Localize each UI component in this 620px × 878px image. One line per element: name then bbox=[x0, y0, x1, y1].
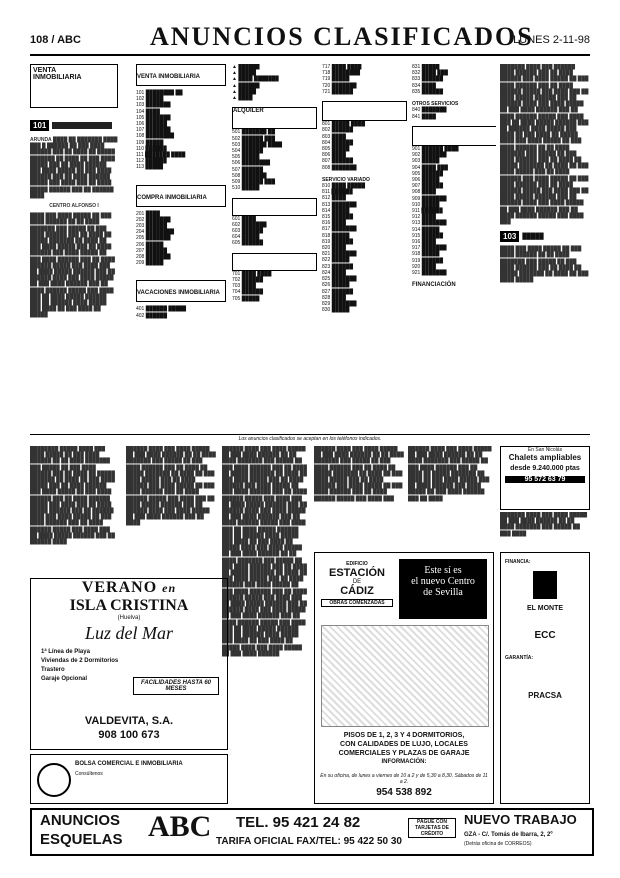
footer-abc-logo: ABC bbox=[148, 810, 212, 843]
otros-servicios-heading: OTROS SERVICIOS bbox=[412, 101, 459, 108]
section-title-venta: VENTA INMOBILIARIA bbox=[33, 67, 82, 81]
compra-index-box: COMPRA INMOBILIARIA bbox=[136, 185, 226, 207]
page-number: 108 / ABC bbox=[30, 34, 81, 46]
sponsors-panel bbox=[500, 552, 590, 804]
page-date: LUNES 2-11-98 bbox=[513, 34, 590, 46]
estacion-body: PISOS DE 1, 2, 3 Y 4 DORMITORIOS, CON CALIDADES DE LUJO, LOCALES COMERCIALES Y PLAZAS DE GARAJE INFORMACIÓN: bbox=[338, 732, 470, 765]
index-list: 101 ████████ ██ 102 █████ 103 ███████ 104 ████ 105 ███████ 106 ██████ 107 ███████ 108 ████████ 109 █████ 110 ██████ 111 ███████ ████ 112 ██████ 113 █████ bbox=[136, 90, 186, 171]
servicio-variado-heading: SERVICIO VARIADO bbox=[322, 176, 370, 183]
footer-ad bbox=[30, 808, 594, 856]
estacion-phone: 954 538 892 bbox=[376, 787, 432, 798]
classified-heading: ARUNDA bbox=[30, 137, 52, 143]
classified-index: VENTA INMOBILIARIA 101 ████████ ██ 102 █████ 103 ███████ 104 ████ 105 ███████ 106 ██████ 107 ███████ 108 ████████ 109 █████ 110 ██████ 111 ███████ ████ 112 ██████ 113 █████ COMPRA INMOBILIARIA 201 ████ 202 ███████ 203 ██████ 204 ████████ 205 ███████ 206 █████ 207 ██████ 208 ███████ 209 █████ VACACIONES INMOBILIARIA 401 ██████ █████ 402 ██████ ▲ ██████ ▲ █████ ▲ ████ ███████ ▲ ██████ ▲ █████ ▲ ████ ALQUILER 501 ███████ ██ 502 ██████ ███ 503 ███████ ████ 504 ██████ 505 █████ 506 ████████ 507 ██████ 508 ███████ 509 ██████ ███ 510 █████ 601 ████ 602 ███████ 603 ██████ 604 █████ 605 ██████ 701 ████ ████ 702 ██████ 703 ████ 704 ██████ 705 █████ 717 ████ ████ 718 ████████ 719 █████ 720 ███████ 721 ██████ 801 █████ ████ 802 ██████ 803 ████ 804 ██████ 805 █████ 806 ████ 807 ██████ 808 ███████ SERVICIO VARIADO 810 ████ █████ 811 ██████ 812 ████ 813 ███████ 814 █████ 815 ██████ 816 ████ 817 ███████ 818 █████ 819 ██████ 820 ████ 821 ███████ 822 █████ 823 ██████ 824 ████ 825 ███████ 826 █████ 827 ██████ 828 ████ 829 ███████ 830 █████ 831 █████ 832 ████ ███ 833 ██████ 834 ████ 835 ██████ OTROS SERVICIOS 840 ███████ 841 ████ 901 ██████ ████ 902 ███████ 903 █████ 904 ████ ███ 905 ██████ 906 █████ 907 ██████ 908 ████ 909 ███████ 910 █████ 911 ██████ 912 ████ 913 ███████ 914 █████ 915 ██████ 916 ████ 917 ███████ 918 █████ 919 ██████ 920 ████ 921 ███████ FINANCIACIÓN bbox=[136, 64, 496, 434]
verano-brand: Luz del Mar bbox=[84, 623, 173, 643]
sponsor-label-financia: FINANCIA: bbox=[505, 559, 531, 565]
footer-fax: TARIFA OFICIAL FAX/TEL: 95 422 50 30 bbox=[216, 836, 402, 847]
classified-notice: Los anuncios clasificados se aceptan en los teléfonos indicados. bbox=[238, 436, 382, 442]
column-right: ███████ ████ ███ ██████ ████ ██████ ███ ██ ████ ██████ ███ ████ █████ ██ ███ ████ ██████ ███ ██ ████ ██████ █████ ███ ████ ███ ██ ████ █████ ██████ ███ ██ ██████ ████ ███ ████ █████ ██ ███ ████ ██████ ███ ██ ████ ██████ █████ ███ ████ ███ ██ ████ █████ ██████ ███ ██ ██████ ████ █████ ███ ████ ██ ███ ████ ██ █████ ████ ███ ████ █████ ██ ███ ████ ██████ ██ ██ ████ ███████ ███ █████ ██ ███ ████ ██████ ███ ██ ████ ██ █████ ███████ ██ ████ ██ ███ ████ █████ ███ ██ ████ ██████ ███ ████ █████ ██ ███ ████ ██████ ███ ██ ████ ██████ █████ ███ ████ ███ ██ ████ █████ ██████ ███ ██ ██████ ████ ███ ████ █████ ██ ███ ████ ██████ ███ ██ ████ ██████ █████ ███ ████ ███ 103 █████ ████ ███ ████ █████ ██ ███ ████ ██████ ██ ██ ████ ███████ ███ █████ ██ ███ ████ ██████ ███ ██ ████ ██ █████ ███████ ██ ████ ██ ███ ████ █████ bbox=[500, 64, 589, 284]
verano-ad: VERANO en ISLA CRISTINA (Huelva) Luz del Mar 1ª Línea de Playa Viviendas de 2 Dormitorios Trastero Garaje Opcional FACILIDADES HASTA 60 MESES VALDEVITA, S.A. 908 100 673 bbox=[30, 578, 228, 750]
estacion-ad bbox=[314, 552, 494, 804]
estacion-hours: En su oficina, de lunes a viernes de 10 a 2 y de 5,30 a 8,30. Sábados de 11 a 2. bbox=[320, 773, 488, 785]
column-lower-left: ████████ █████ ████ ███ ████ █████ ██ ███ ████ ██████ ██ ██ ████ ███████ ███ █████ ██ ███ ████ ██████ ███ ██ ████ ██ █████ ███████ ██ ████ ██ ███ ████ █████ ███ ██ ████ ██████ ███ ████ █████ ██ ███ ████ ██████ ███ ██ ████ ██████ █████ ███ ████ ███ ██ ████ █████ ██████ ███ ██ ██████ ████ ███ ████ █████ ██ ███ ████ ██████ ███ ██ ████ ██████ █████ ███ ████ ███ ██ ████ █████ ██████ ███ ██ ██████ ████ bbox=[30, 446, 115, 546]
sponsor-label-garantia: GARANTÍA: bbox=[505, 655, 534, 661]
bolsa-title: BOLSA COMERCIAL E INMOBILIARIA bbox=[75, 761, 183, 767]
venta-index-box: VENTA INMOBILIARIA bbox=[136, 64, 226, 86]
section-number-101: 101 bbox=[30, 120, 49, 131]
footer-tel: TEL. 95 421 24 82 bbox=[236, 814, 361, 831]
sponsor-el-monte: EL MONTE bbox=[526, 605, 564, 612]
page-title: ANUNCIOS CLASIFICADOS bbox=[150, 22, 534, 51]
sponsor-ecc: ECC bbox=[534, 630, 556, 641]
footer-anuncios: ANUNCIOS bbox=[40, 812, 121, 829]
alquiler-index-box: ALQUILER bbox=[232, 107, 317, 129]
section-number-103: 103 bbox=[500, 231, 519, 242]
footer-address: GZA - C/. Tomás de Ibarra, 2, 2º bbox=[464, 832, 553, 838]
bolsa-logo-icon bbox=[37, 763, 71, 797]
page-header bbox=[30, 22, 590, 56]
chalets-title: Chalets ampliables bbox=[508, 453, 582, 462]
verano-province: (Huelva) bbox=[117, 615, 141, 621]
bolsa-subtitle: Consúltenos bbox=[75, 771, 103, 777]
estacion-headline: Este sí es el nuevo Centro de Sevilla bbox=[399, 559, 487, 619]
chalets-kicker: En San Nicolás bbox=[527, 447, 563, 453]
sponsor-pracsa: PRACSA bbox=[528, 691, 562, 700]
footer-address-note: (Detrás oficina de CORREOS) bbox=[464, 841, 532, 847]
verano-company: VALDEVITA, S.A. bbox=[84, 715, 174, 727]
verano-title: VERANO bbox=[81, 579, 158, 596]
building-illustration bbox=[321, 625, 489, 727]
verano-facilities: FACILIDADES HASTA 60 MESES bbox=[133, 677, 219, 695]
verano-phone: 908 100 673 bbox=[98, 729, 160, 741]
financiacion-heading: FINANCIACIÓN bbox=[412, 282, 456, 289]
bolsa-ad bbox=[30, 754, 228, 804]
chalets-ad bbox=[500, 446, 590, 510]
venta-logo bbox=[30, 64, 118, 108]
verano-place: ISLA CRISTINA bbox=[69, 597, 189, 614]
section-label-bar bbox=[52, 122, 112, 129]
verano-features: 1ª Línea de Playa Viviendas de 2 Dormitorios Trastero Garaje Opcional bbox=[41, 649, 119, 682]
sponsor-logo-icon bbox=[533, 571, 557, 599]
chalets-price: desde 9.240.000 ptas bbox=[510, 465, 580, 472]
estacion-works: OBRAS COMENZADAS bbox=[321, 599, 393, 607]
footer-nuevo-trabajo: NUEVO TRABAJO bbox=[464, 812, 577, 827]
vacaciones-index-box: VACACIONES INMOBILIARIA bbox=[136, 280, 226, 302]
footer-credit-card: PAGUE CON TARJETAS DE CRÉDITO bbox=[408, 818, 456, 838]
classified-subheading: CENTRO ALFONSO I bbox=[49, 203, 99, 210]
footer-esquelas: ESQUELAS bbox=[40, 831, 123, 848]
estacion-logo: EDIFICIO ESTACIÓN DE CÁDIZ OBRAS COMENZADAS bbox=[321, 561, 393, 607]
column-venta bbox=[30, 64, 118, 434]
classified-text: ARUNDA ████ ██ ███████ ████ ███ █ ██████ ██ ███ ████ ██████ ███ ██ ████ ██ █████ ███████ ██ ████ ██ ███ ████ █████ ███ ██ ████ ██████ ███ ████ █████ ██ ███ ████ ██████ ███ ██ ████ ██████ █████ ███ ████ ███ ██ ████ █████ ██████ ███ ██ ██████ ████ CENTRO ALFONSO I ████ ███ ████ █████ ██ ███ ████ ██████ ██ ██ ████ ███████ ███ █████ ██ ███ ████ ██████ ███ ██ ████ ██ █████ ███████ ██ ████ ██ ███ ████ █████ ███ ██ ████ ██████ ███ ████ █████ ██ ███ ████ ██████ ███ ██ ████ ██████ █████ ███ ████ ███ ██ ████ █████ ██████ ███ ██ ██████ ████ ███ ████ █████ ██ ███ ████ ██████ ███ ██ ████ ██████ █████ ███ ████ ███ ██ ████ █████ ██████ ███ ██ ██████ ████ █████ ███ ████ ██ ███ ████ ██ █████ bbox=[30, 137, 118, 319]
chalets-phone: 95 572 63 79 bbox=[505, 476, 585, 483]
newspaper-page: 108 / ABC ANUNCIOS CLASIFICADOS LUNES 2-11-98 VENTA INMOBILIARIA 101 ARUNDA ████ ██ ███████ ████ ███ █ ██████ ██ ███ ████ ██████ ███ ██ ████ ██ █████ ███████ ██ ████ ██ ███ ████ █████ ███ ██ ████ ██████ ███ ████ █████ ██ ███ ████ ██████ ███ ██ ████ ██████ █████ ███ ████ ███ ██ ████ █████ ██████ ███ ██ ██████ ████ CENTRO ALFONSO I ████ ███ ████ █████ ██ ███ ████ ██████ ██ ██ ████ ███████ ███ █████ ██ ███ ████ ██████ ███ ██ ████ ██ █████ ███████ ██ ████ ██ ███ ████ █████ ███ ██ ████ ██████ ███ ████ █████ ██ ███ ████ ██████ ███ ██ ████ ██████ █████ ███ ████ ███ ██ ████ █████ ██████ ███ ██ ██████ ████ ███ ████ █████ ██ ███ ████ ██████ ███ ██ ████ ██████ █████ ███ ████ ███ ██ ████ █████ ██████ ███ ██ ██████ ████ █████ ███ ████ ██ ███ ████ ██ █████ VENTA INMOBILIARIA 101 ████████ ██ 102 █████ 103 ███████ 104 ████ 105 ███████ 106 ██████ 107 ███████ 108 ████████ 109 █████ 110 ██████ 111 ███████ ████ 112 ██████ 113 █████ COMPRA INMOBILIARIA 201 ████ 202 ███████ 203 ██████ 204 ████████ 205 ███████ 206 █████ 207 ██████ 208 ███████ 209 █████ VACACIONES INMOBILIARIA 401 ██████ █████ 402 ██████ ▲ ██████ ▲ █████ ▲ ████ ███████ ▲ ██████ ▲ █████ ▲ ████ ALQUILER 501 ███████ ██ 502 ██████ ███ 503 ███████ ████ 504 ██████ 505 █████ 506 ████████ 507 ██████ 508 ███████ 509 ██████ ███ 510 █████ 601 ████ 602 ███████ 603 ██████ 604 █████ 605 ██████ 701 ████ ████ 702 ██████ 703 ████ 704 ██████ 705 █████ 717 ████ ████ 718 ████████ 719 █████ 720 ███████ 721 ██████ 801 █████ ████ 802 ██████ 803 ████ 804 ██████ 805 █████ 806 ████ 807 ██████ 808 ███████ SERVICIO VARIADO 810 ████ █████ 811 ██████ 812 ████ 813 ███████ 814 █████ 815 ██████ 816 ████ 817 ███████ 818 █████ 819 ██████ 820 ████ 821 ███████ 822 █████ 823 ██████ 824 ████ 825 ███████ 826 █████ 827 ██████ 828 ████ 829 ███████ 830 █████ 831 █████ 832 ████ ███ 833 ██████ 834 ████ 835 ██████ OTROS SERVICIOS 840 ███████ 841 ████ 901 ██████ ████ 902 ███████ 903 █████ 904 ████ ███ 905 ██████ 906 █████ 907 ██████ 908 ████ 909 ███████ 910 █████ 911 ██████ 912 ████ 913 ███████ 914 █████ 915 ██████ 916 ████ 917 ███████ 918 █████ 919 ██████ 920 ████ 921 ███████ FINANCIACIÓN ███████ ████ ███ ██████ ████ ██████ ███ ██ ████ ██████ ███ ████ █████ ██ ███ ████ ██████ ███ ██ ████ ██████ █████ ███ ████ ███ ██ ████ █████ ██████ ███ ██ ██████ ████ ███ ████ █████ ██ ███ ████ ██████ ███ ██ ████ ██████ █████ ███ ████ ███ ██ ████ █████ ██████ ███ ██ ██████ ████ █████ ███ ████ ██ ███ ████ ██ █████ ████ ███ ████ █████ ██ ███ ████ ██████ ██ ██ ████ ███████ ███ █████ ██ ███ ████ ██████ ███ ██ ████ ██ █████ ███████ ██ ████ ██ ███ ████ █████ ███ ██ ████ ██████ ███ ████ █████ ██ ███ ████ ██████ ███ ██ ████ ██████ █████ ███ ████ ███ ██ ████ █████ ██████ ███ ██ ██████ ████ ███ ████ █████ ██ ███ ████ ██████ ███ ██ ████ ██████ █████ ███ ████ ███ 103 █████ ████ ███ ████ █████ ██ ███ ████ ██████ ██ ██ ████ ███████ ███ █████ ██ ███ ████ ██████ ███ ██ ████ ██ █████ ███████ ██ ████ ██ ███ ████ █████ Los anuncios clasificados se aceptan en los teléfonos indicados. ████████ █████ ████ ███ ████ █████ ██ ███ ████ ██████ ██ ██ ████ ███████ ███ █████ ██ ███ ████ ██████ ███ ██ ████ ██ █████ ███████ ██ ████ ██ ███ ████ █████ ███ ██ ████ ██████ ███ ████ █████ ██ ███ ████ ██████ ███ ██ ████ ██████ █████ ███ ████ ███ ██ ████ █████ ██████ ███ ██ ██████ ████ ███ ████ █████ ██ ███ ████ ██████ ███ ██ ████ ██████ █████ ███ ████ ███ ██ ████ █████ ██████ ███ ██ ██████ ████ ██████ ████ ███ ████ █████ ██ ███ ████ ██████ ██ ██ ████ ███████ ███ █████ ██ ███ ████ ██████ ███ ██ ████ ██ █████ ███████ ██ ████ ██ ███ ████ █████ ███ ██ ████ ██████ ███ ████ █████ ██ ███ ████ ██████ ███ ██ ████ ██████ █████ ███ ████ ███ ██ ████ █████ ██████ ███ ██ ██████ ████ ███ ████ █████ ██ ███ ████ ██████ ███ ██ ████ ██████ ████ ███ ████ █████ ██ ███ ████ ██████ ██ ██ ████ ███████ ███ █████ ██ ███ ████ ██████ ███ ██ ████ ██ █████ ███████ ██ ████ ██ ███ ████ █████ ███ ██ ████ ██████ ███ ████ █████ ██ ███ ████ ██████ ███ ██ ████ ██████ █████ ███ ████ ███ ██ ████ █████ ██████ ███ ██ ██████ ████ ███ ████ █████ ██ ███ ████ ██████ ███ ██ ████ ██████ █████ ███ ████ ███ ██ ████ █████ ██████ ███ ██ ██████ ████ █████ ███ ████ ██ ███ ████ ██ █████ ████ ███ ████ █████ ██ ███ ████ ██████ ██ ██ ████ ███████ ███ █████ ██ ███ ████ ██████ ███ ██ ████ ██ █████ ███████ ██ ████ ██ ███ ████ █████ ███ ██ ████ ██████ ███ ████ █████ ██ ███ ████ ██████ ███ ██ ████ ██████ █████ ███ ████ ███ ██ ████ █████ ██████ ███ ██ ██████ ████ ███ ████ █████ ██ ███ ████ ██████ ███ ██ ████ ██████ █████ ███ ████ ███ ██ ████ █████ ██████ ███ ██ ██████ ████ █████ ███ ████ ██ ███ ████ ██ █████ ████ ███ ████ █████ ██ ███ ████ ██████ ██████ ████ ███ ████ █████ ██ ███ ████ ██████ ██ ██ ████ ███████ ███ █████ ██ ███ ████ ██████ ███ ██ ████ ██ █████ ███████ ██ ████ ██ ███ ████ █████ ███ ██ ████ ██████ ███ ████ █████ ██ ███ ████ ██████ ███ ██ ████ ██████ █████ ███ ████ ███ ██████ ████ ███ ████ █████ ██ ███ ████ ██████ ██ ██ ████ ███████ ███ █████ ██ ███ ████ ██████ ███ ██ ████ ██ █████ ███████ ██ ████ ██ ███ ████ █████ ███ ██ ████ ██████ ███ ████ █████ ██ ███ ████ ██████ ███ ██ ████ En San Nicolás Chalets ampliables desde 9.240.000 ptas 95 572 63 79 ███████ ████ ███ ████ █████ ██ ███ ████ ██████ ██ ██ ████ ███████ ███ █████ ██ ███ ████ VERANO en ISLA CRISTINA (Huelva) Luz del Mar 1ª Línea de Playa Viviendas de 2 Dormitorios Trastero Garaje Opcional FACILIDADES HASTA 60 MESES VALDEVITA, S.A. 908 100 673 BOLSA COMERCIAL E INMOBILIARIA Consúltenos EDIFICIO ESTACIÓN DE CÁDIZ OBRAS COMENZADAS Este sí es el nuevo Centro de Sevilla PISOS DE 1, 2, 3 Y 4 DORMITORIOS, CON CALIDADES DE LUJO, LOCALES COMERCIALES Y PLAZAS DE GARAJE INFORMACIÓN: En su oficina, de lunes a viernes de 10 a 2 y de 5,30 a 8,30. Sábados de 11 a 2. 954 538 892 FINANCIA: EL MONTE ECC GARANTÍA: PRACSA ANUNCIOS ESQUELAS ABC TEL. 95 421 24 82 TARIFA OFICIAL FAX/TEL: 95 422 50 30 PAGUE CON TARJETAS DE CRÉDITO NUEVO TRABAJO GZA - C/. Tomás de Ibarra, 2, 2º (Detrás oficina de CORREOS) bbox=[0, 0, 620, 878]
classified-text-right: ███████ ████ ███ ██████ ████ ██████ ███ ██ ████ ██████ ███ ████ █████ ██ ███ ████ ██████ ███ ██ ████ ██████ █████ ███ ████ ███ ██ ████ █████ ██████ ███ ██ ██████ ████ ███ ████ █████ ██ ███ ████ ██████ ███ ██ ████ ██████ █████ ███ ████ ███ ██ ████ █████ ██████ ███ ██ ██████ ████ █████ ███ ████ ██ ███ ████ ██ █████ ████ ███ ████ █████ ██ ███ ████ ██████ ██ ██ ████ ███████ ███ █████ ██ ███ ████ ██████ ███ ██ ████ ██ █████ ███████ ██ ████ ██ ███ ████ █████ ███ ██ ████ ██████ ███ ████ █████ ██ ███ ████ ██████ ███ ██ ████ ██████ █████ ███ ████ ███ ██ ████ █████ ██████ ███ ██ ██████ ████ ███ ████ █████ ██ ███ ████ ██████ ███ ██ ████ ██████ █████ ███ ████ ███ bbox=[500, 64, 589, 226]
